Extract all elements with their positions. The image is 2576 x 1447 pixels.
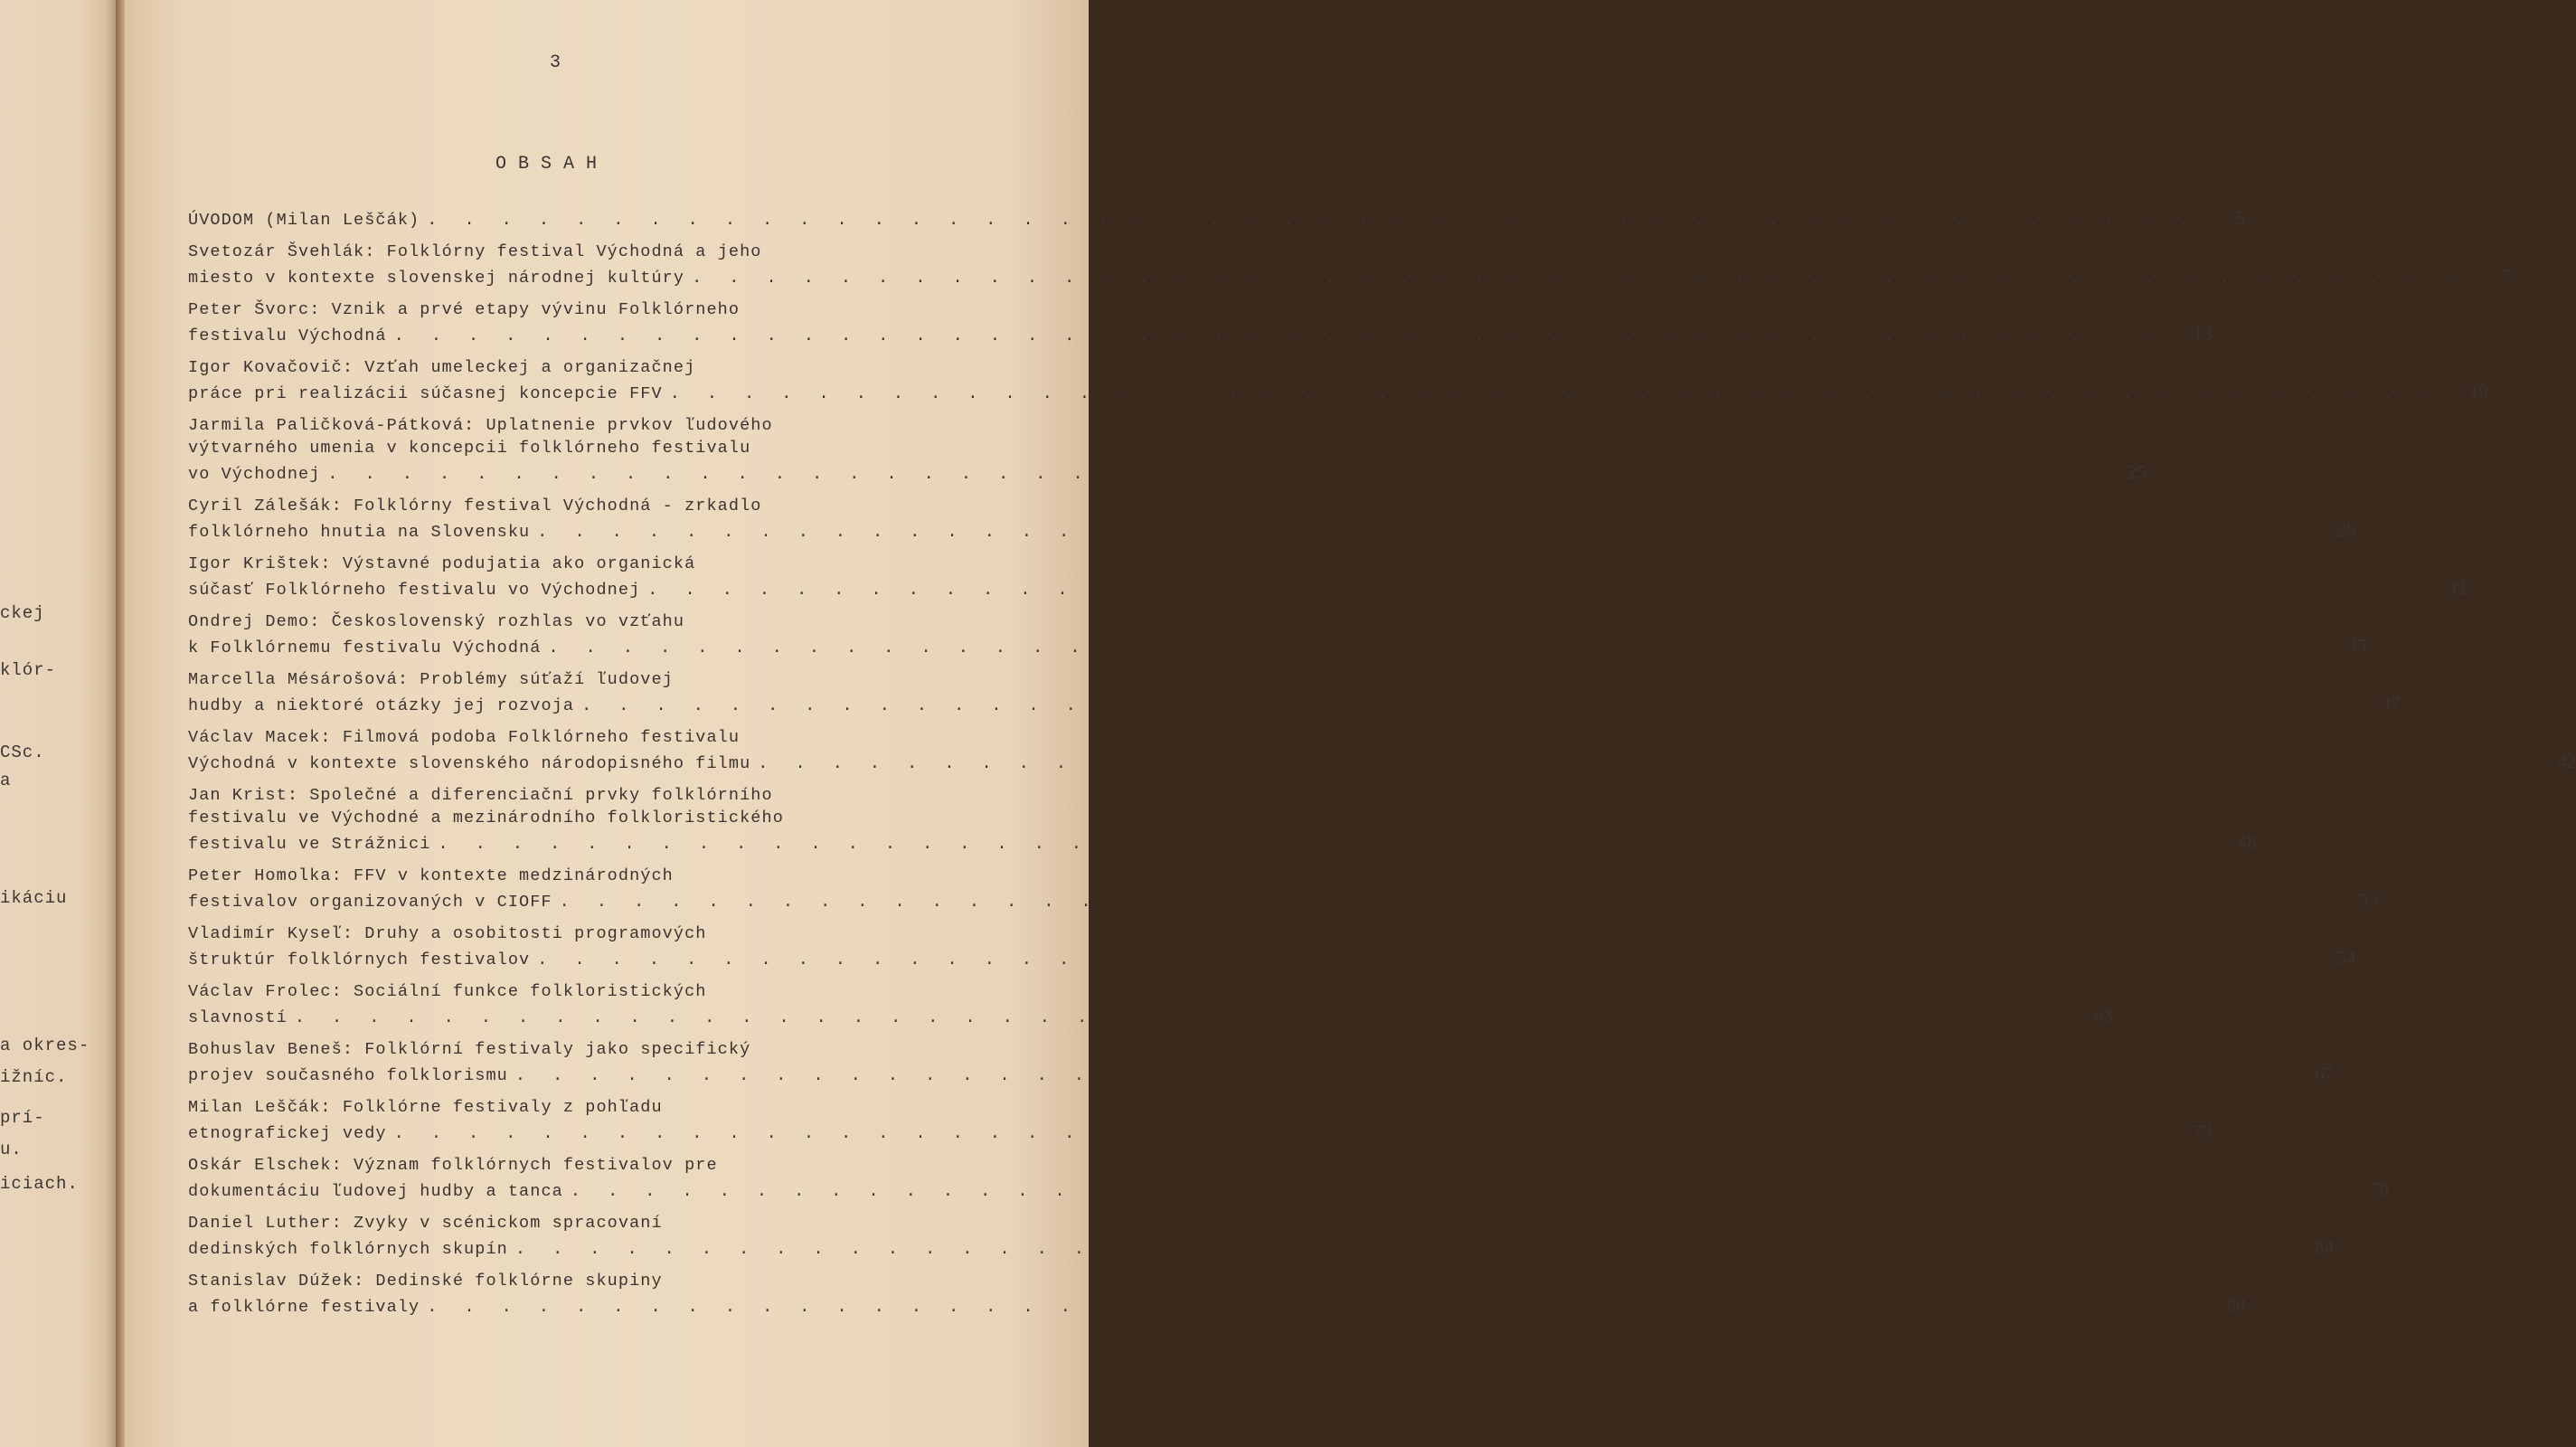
- dot-leader: . . . . . . . . . . . . . . . . . . . . . . . . . . . . . . . . . . . . . . . . . . . . . . . .: [669, 384, 2439, 403]
- toc-entry-line: [188, 982, 1058, 1005]
- toc-entry-line: [188, 577, 2467, 600]
- toc-entry-line: [188, 1294, 2246, 1317]
- left-page-fragment: iciach.: [0, 1174, 79, 1194]
- toc-entry-text: výtvarného umenia v koncepcii folklórneho festivalu: [188, 439, 751, 458]
- toc-entry-text: festivalu ve Strážnici: [188, 835, 431, 854]
- toc-page-number: 5: [2235, 207, 2246, 229]
- dot-leader: . . . . . . . . . . . . . . . . . . . . . . . . . . . . . . . . . . . . . . . . . . . . . . . .: [548, 638, 2318, 657]
- toc-entry-line: [188, 831, 2257, 854]
- dot-leader: . . . . . . . . . . . . . . . . . . . . . . . . . . . . . . . . . . . . . . . . . . . . . . . .: [294, 1008, 2064, 1027]
- toc-entry-line: [188, 416, 1058, 439]
- toc-entry: [188, 1098, 2213, 1143]
- toc-entry-text: festivalov organizovaných v CIOFF: [188, 893, 552, 912]
- toc-page-number: 19: [2468, 381, 2488, 402]
- dot-leader: . . . . . . . . . . . . . . . . . . . . . . . . . . . . . . . . . . . . . . . . . . . . . . . .: [647, 581, 2418, 600]
- toc-entry-text: ÚVODOM (Milan Leščák): [188, 211, 420, 230]
- toc-entry: [188, 497, 2356, 542]
- toc-entry-text: súčasť Folklórneho festivalu vo Východnej: [188, 581, 641, 600]
- left-page-fragment: ckej: [0, 603, 45, 623]
- dot-leader: . . . . . . . . . . . . . . . . . . . . . . . . . . . . . . . . . . . . . . . . . . . . . . . .: [559, 893, 2329, 912]
- toc-page-number: 32: [2447, 577, 2467, 599]
- toc-entry-line: [188, 670, 1058, 693]
- toc-entry-text: Václav Macek: Filmová podoba Folklórneho festivalu: [188, 728, 741, 747]
- toc-entry-line: [188, 947, 2356, 969]
- toc-entry-text: vo Východnej: [188, 465, 321, 484]
- dot-leader: . . . . . . . . . . . . . . . . . . . . . . . . . . . . . . . . . . . . . . . . . . . . . . . .: [514, 1240, 2286, 1259]
- toc-entry: [188, 1214, 2335, 1259]
- toc-entry-text: Jan Krist: Společné a diferenciační prvky folklórního: [188, 786, 773, 805]
- left-page-fragment: u.: [0, 1140, 23, 1159]
- toc-entry: [188, 924, 2356, 969]
- toc-entry-line: [188, 265, 2511, 288]
- toc-entry: [188, 1156, 2390, 1201]
- toc-entry-text: Oskár Elschek: Význam folklórnych festivalov pre: [188, 1156, 718, 1175]
- toc-page-number: 53: [2358, 889, 2378, 911]
- toc-entry-line: [188, 924, 1058, 947]
- left-page-fragment: klór-: [0, 660, 57, 680]
- toc-entry-text: Východná v kontexte slovenského národopisného filmu: [188, 754, 751, 773]
- toc-entry-line: [188, 497, 1058, 519]
- toc-page-number: 63: [2094, 1005, 2113, 1026]
- toc-entry: [188, 866, 2378, 912]
- toc-entry: [188, 1040, 2335, 1085]
- toc-entry-text: Václav Frolec: Sociální funkce folkloristických: [188, 982, 707, 1001]
- toc-entry-text: Peter Homolka: FFV v kontexte medzinárodných: [188, 866, 674, 885]
- dot-leader: . . . . . . . . . . . . . . . . . . . . . . . . . . . . . . . . . . . . . . . . . . . . . . . .: [427, 1298, 2197, 1317]
- toc-page-number: 42: [2557, 751, 2576, 772]
- toc-entry: [188, 670, 2401, 715]
- toc-entry-line: [188, 519, 2356, 542]
- toc-entry-text: miesto v kontexte slovenskej národnej kultúry: [188, 269, 685, 288]
- toc-page-number: 84: [2315, 1236, 2335, 1258]
- toc-entry-text: Igor Krištek: Výstavné podujatia ako organická: [188, 554, 696, 573]
- dot-leader: . . . . . . . . . . . . . . . . . . . . . . . . . . . . . . . . . . . . . . . . . . . . . . . .: [514, 1066, 2286, 1085]
- toc-entry-text: dokumentáciu ľudovej hudby a tanca: [188, 1182, 563, 1201]
- toc-entry: [188, 554, 2467, 600]
- left-page-fragment: ižníc.: [0, 1067, 68, 1087]
- toc-entry: [188, 242, 2511, 288]
- toc-entry-text: Stanislav Dúžek: Dedinské folklórne skupiny: [188, 1272, 663, 1291]
- toc-entry-line: [188, 693, 2401, 715]
- dot-leader: . . . . . . . . . . . . . . . . . . . . . . . . . . . . . . . . . . . . . . . . . . . . . . . .: [570, 1182, 2341, 1201]
- toc-page-number: 35: [2347, 635, 2367, 657]
- toc-entry-line: [188, 612, 1058, 635]
- toc-page-number: 73: [2193, 1121, 2213, 1142]
- toc-entry-text: Ondrej Demo: Československý rozhlas vo vzťahu: [188, 612, 685, 631]
- toc-entry-text: Cyril Zálešák: Folklórny festival Východná - zrkadlo: [188, 497, 762, 515]
- toc-entry: [188, 1272, 2246, 1317]
- toc-page-number: 54: [2336, 947, 2356, 969]
- toc-entry-line: [188, 728, 1058, 751]
- left-page-fragment: ikáciu: [0, 888, 68, 908]
- toc-entry-line: [188, 751, 2576, 773]
- toc-page-number: 37: [2381, 693, 2401, 714]
- toc-entry-line: [188, 300, 1058, 323]
- toc-page-number: 29: [2336, 519, 2356, 541]
- toc-entry: [188, 207, 2246, 230]
- toc-entry-line: [188, 866, 1058, 889]
- dot-leader: . . . . . . . . . . . . . . . . . . . . . . . . . . . . . . . . . . . . . . . . . . . . . . . .: [327, 465, 2098, 484]
- toc-entry-line: [188, 381, 2488, 403]
- toc-title: OBSAH: [495, 154, 609, 175]
- toc-entry: [188, 416, 2147, 484]
- toc-entry-line: [188, 635, 2367, 657]
- toc-entry-line: [188, 207, 2246, 230]
- toc-page-number: 13: [2193, 323, 2213, 345]
- dot-leader: . . . . . . . . . . . . . . . . . . . . . . . . . . . . . . . . . . . . . . . . . . . . . . . .: [581, 696, 2352, 715]
- dot-leader: . . . . . . . . . . . . . . . . . . . . . . . . . . . . . . . . . . . . . . . . . . . . . . . .: [537, 523, 2307, 542]
- toc-entry-line: [188, 1098, 1058, 1121]
- table-of-contents: [188, 207, 2576, 1329]
- toc-page-number: 48: [2237, 831, 2257, 853]
- toc-entry-text: dedinských folklórnych skupín: [188, 1240, 508, 1259]
- dot-leader: . . . . . . . . . . . . . . . . . . . . . . . . . . . . . . . . . . . . . . . . . . . . . . . .: [692, 269, 2462, 288]
- toc-entry: [188, 728, 2576, 773]
- toc-entry-text: práce pri realizácii súčasnej koncepcie FFV: [188, 384, 663, 403]
- toc-entry-line: [188, 1272, 1058, 1294]
- toc-entry-line: [188, 1156, 1058, 1178]
- dot-leader: . . . . . . . . . . . . . . . . . . . . . . . . . . . . . . . . . . . . . . . . . . . . . . . .: [393, 1124, 2164, 1143]
- dot-leader: . . . . . . . . . . . . . . . . . . . . . . . . . . . . . . . . . . . . . . . . . . . . . . . .: [427, 211, 2197, 230]
- dot-leader: . . . . . . . . . . . . . . . . . . . . . . . . . . . . . . . . . . . . . . . . . . . . . . . .: [393, 326, 2164, 345]
- toc-entry-text: projev současného folklorismu: [188, 1066, 508, 1085]
- toc-entry-line: [188, 889, 2378, 912]
- toc-entry-text: Marcella Mésárošová: Problémy súťaží ľudovej: [188, 670, 674, 689]
- left-page-fragment: prí-: [0, 1108, 45, 1128]
- left-page-fragment: CSc.: [0, 742, 45, 762]
- toc-entry-text: hudby a niektoré otázky jej rozvoja: [188, 696, 575, 715]
- toc-entry: [188, 612, 2367, 657]
- toc-entry-text: a folklórne festivaly: [188, 1298, 420, 1317]
- toc-page-number: 88: [2226, 1294, 2246, 1316]
- left-page-fragment: a okres-: [0, 1036, 90, 1055]
- toc-entry-text: Svetozár Švehlák: Folklórny festival Východná a jeho: [188, 242, 762, 261]
- toc-page-number: 78: [2370, 1178, 2390, 1200]
- toc-entry-text: Peter Švorc: Vznik a prvé etapy vývinu Folklórneho: [188, 300, 741, 319]
- toc-entry-line: [188, 461, 2147, 484]
- toc-entry-line: [188, 554, 1058, 577]
- toc-entry-line: [188, 323, 2213, 345]
- toc-entry-line: [188, 1121, 2213, 1143]
- right-page: [125, 0, 2576, 1447]
- toc-entry-text: Igor Kovačovič: Vzťah umeleckej a organizačnej: [188, 358, 696, 377]
- toc-entry-text: štruktúr folklórnych festivalov: [188, 950, 531, 969]
- dot-leader: . . . . . . . . . . . . . . . . . . . . . . . . . . . . . . . . . . . . . . . . . . . . . . . .: [438, 835, 2208, 854]
- toc-entry-line: [188, 1236, 2335, 1259]
- toc-page-number: 7: [2500, 265, 2511, 287]
- toc-entry-text: festivalu ve Východné a mezinárodního folkloristického: [188, 809, 784, 828]
- toc-entry-text: Milan Leščák: Folklórne festivaly z pohľadu: [188, 1098, 663, 1117]
- toc-entry-text: Daniel Luther: Zvyky v scénickom spracovaní: [188, 1214, 663, 1233]
- toc-entry: [188, 300, 2213, 345]
- toc-entry-text: slavností: [188, 1008, 288, 1027]
- book-gutter: [116, 0, 125, 1447]
- toc-page-number: 25: [2127, 461, 2147, 483]
- page-number: 3: [550, 52, 561, 73]
- dot-leader: . . . . . . . . . . . . . . . . . . . . . . . . . . . . . . . . . . . . . . . . . . . . . . . .: [537, 950, 2307, 969]
- toc-entry-line: [188, 786, 1058, 809]
- toc-entry: [188, 358, 2488, 403]
- toc-entry-line: [188, 1214, 1058, 1236]
- toc-entry: [188, 786, 2257, 854]
- toc-entry-line: [188, 1040, 1058, 1063]
- left-page-edge: [0, 0, 116, 1447]
- left-page-fragment: a: [0, 771, 12, 790]
- toc-entry-line: [188, 1005, 2113, 1027]
- toc-entry-line: [188, 358, 1058, 381]
- toc-entry-text: Vladimír Kyseľ: Druhy a osobitosti programových: [188, 924, 707, 943]
- toc-entry-text: festivalu Východná: [188, 326, 387, 345]
- toc-entry-line: [188, 242, 1058, 265]
- toc-entry-line: [188, 809, 1058, 831]
- toc-entry-line: [188, 1063, 2335, 1085]
- toc-page-number: 67: [2315, 1063, 2335, 1084]
- toc-entry-text: Jarmila Paličková-Pátková: Uplatnenie prvkov ľudového: [188, 416, 773, 435]
- toc-entry-text: folklórneho hnutia na Slovensku: [188, 523, 531, 542]
- toc-entry-line: [188, 439, 1058, 461]
- dot-leader: . . . . . . . . . . . . . . . . . . . . . . . . . . . . . . . . . . . . . . . . . . . . . . . .: [758, 754, 2528, 773]
- toc-entry-text: Bohuslav Beneš: Folklórní festivaly jako specifický: [188, 1040, 751, 1059]
- toc-entry-text: k Folklórnemu festivalu Východná: [188, 638, 542, 657]
- toc-entry-text: etnografickej vedy: [188, 1124, 387, 1143]
- toc-entry-line: [188, 1178, 2390, 1201]
- toc-entry: [188, 982, 2113, 1027]
